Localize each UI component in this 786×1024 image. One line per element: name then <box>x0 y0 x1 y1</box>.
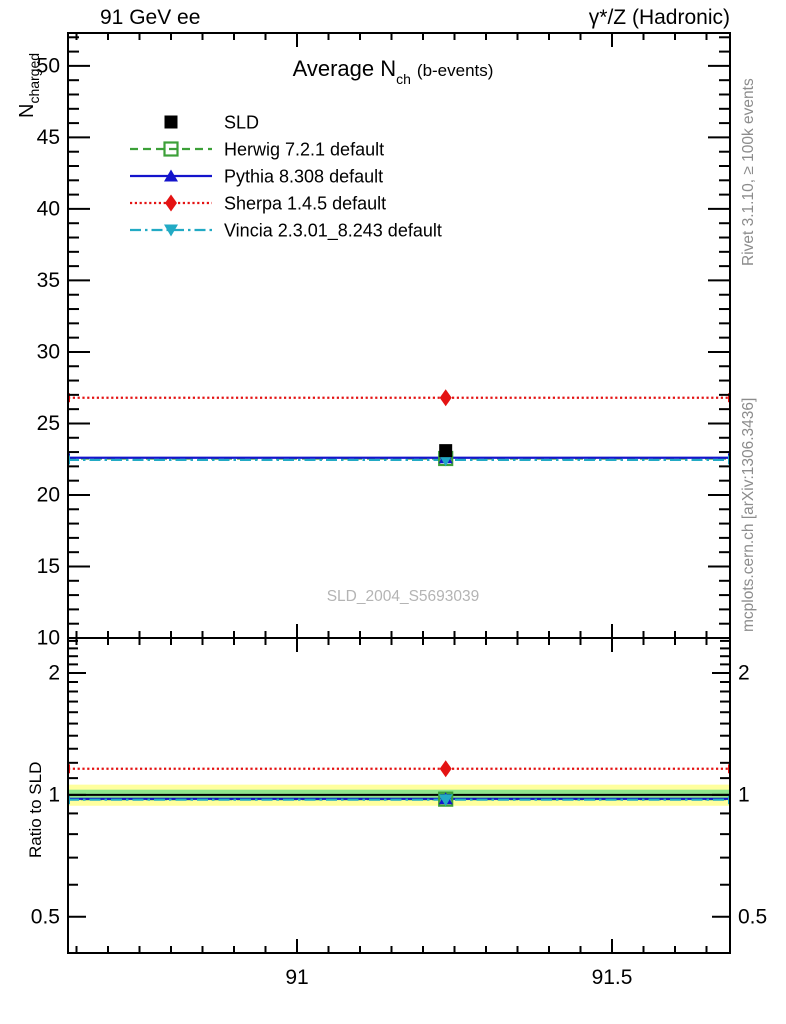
legend-item-sherpa <box>130 194 386 214</box>
svg-text:1: 1 <box>48 783 60 807</box>
analysis-watermark <box>327 588 480 605</box>
legend-item-sld <box>165 113 260 133</box>
svg-text:2: 2 <box>738 661 750 685</box>
svg-text:SLD_2004_S5693039: SLD_2004_S5693039 <box>326 588 480 605</box>
svg-text:35: 35 <box>36 268 60 292</box>
plot-title-subscript: ch <box>396 71 411 87</box>
header-process: γ*/Z (Hadronic) <box>588 6 730 29</box>
mcplots-arxiv-note: mcplots.cern.ch [arXiv:1306.3436] <box>740 397 757 632</box>
series-marker-sld-main <box>439 444 452 457</box>
series-marker-sherpa-main <box>440 389 452 406</box>
svg-text:25: 25 <box>36 411 60 435</box>
svg-text:40: 40 <box>36 197 60 221</box>
plot-title <box>0 56 786 87</box>
ratio-y-axis-title: Ratio to SLD <box>26 761 45 858</box>
header-beam-energy: 91 GeV ee <box>100 6 201 29</box>
legend-marker-sherpa <box>165 195 177 212</box>
plot-title-main: Average N <box>292 56 397 81</box>
rivet-version-note: Rivet 3.1.10, ≥ 100k events <box>740 78 757 266</box>
svg-text:15: 15 <box>36 554 60 578</box>
svg-text:20: 20 <box>36 483 60 507</box>
svg-text:Sherpa 1.4.5 default: Sherpa 1.4.5 default <box>224 193 387 214</box>
svg-text:45: 45 <box>36 125 60 149</box>
svg-text:91.5: 91.5 <box>591 966 633 989</box>
svg-text:Pythia 8.308 default: Pythia 8.308 default <box>224 166 384 187</box>
svg-text:Vincia 2.3.01_8.243 default: Vincia 2.3.01_8.243 default <box>224 220 442 241</box>
svg-text:0.5: 0.5 <box>30 905 60 929</box>
legend <box>130 113 442 242</box>
svg-text:SLD: SLD <box>224 112 260 133</box>
svg-text:2: 2 <box>48 661 60 685</box>
legend-marker-sld <box>165 116 178 129</box>
y-axis-title-subscript: charged <box>26 52 42 104</box>
legend-item-pythia <box>130 167 383 187</box>
legend-item-vincia <box>130 221 442 242</box>
series-marker-sherpa-ratio <box>440 760 452 777</box>
svg-text:30: 30 <box>36 340 60 364</box>
svg-text:Herwig 7.2.1 default: Herwig 7.2.1 default <box>224 139 385 160</box>
svg-text:10: 10 <box>36 626 60 650</box>
axis-ticks <box>68 33 730 953</box>
legend-item-herwig <box>130 140 384 160</box>
panel-frames <box>68 33 730 953</box>
svg-text:1: 1 <box>738 783 750 807</box>
y-axis-title <box>16 53 42 118</box>
svg-text:91: 91 <box>285 966 309 989</box>
svg-text:50: 50 <box>36 54 60 78</box>
y-axis-title-main: N <box>16 103 38 118</box>
x-axis-tick-labels <box>285 966 632 989</box>
main-y-axis-tick-labels <box>37 54 60 649</box>
plot-title-suffix: (b-events) <box>416 61 494 80</box>
svg-text:0.5: 0.5 <box>738 905 768 929</box>
